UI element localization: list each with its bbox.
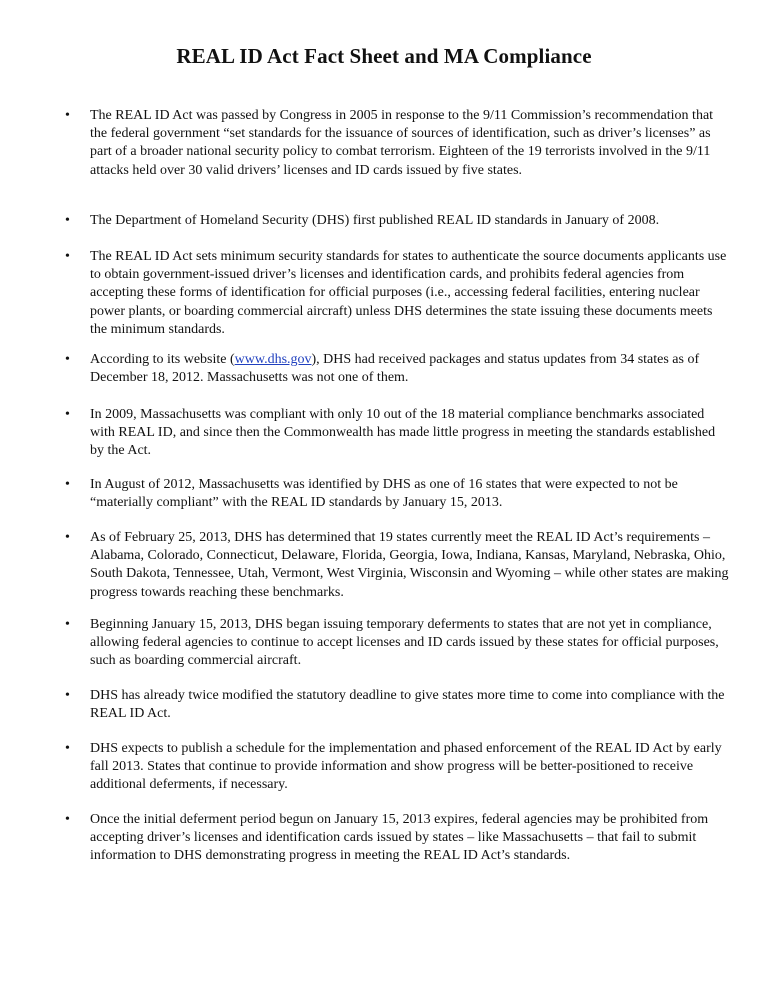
bullet-text: DHS has already twice modified the statutory deadline to give states more time to come into compliance with the REAL ID Act. xyxy=(90,688,725,722)
bullet-dot-icon: • xyxy=(65,741,70,756)
bullet-dot-icon: • xyxy=(65,352,70,367)
bullet-text: As of February 25, 2013, DHS has determined that 19 states currently meet the REAL ID Act’s requirements – Alabama, Colorado, Connecticut, Delaware, Florida, Georgia, Iowa, Indiana, Kansas, Maryland, Nebraska, Ohio, South Dakota, Tennessee, Utah, Vermont, West Virginia, Wisconsin and Wyoming – while other states are making progress towards reaching these benchmarks. xyxy=(90,530,729,600)
page-title: REAL ID Act Fact Sheet and MA Compliance xyxy=(176,44,592,68)
bullet-text: Once the initial deferment period begun on January 15, 2013 expires, federal agencies may be prohibited from accepting driver’s licenses and identification cards issued by states – like Massachusetts – that fail to submit information to DHS demonstrating progress in meeting the REAL ID Act’s standards. xyxy=(90,812,709,864)
bullet-dot-icon: • xyxy=(65,249,70,264)
bullet-dot-icon: • xyxy=(65,688,70,703)
bullet-dot-icon: • xyxy=(65,213,70,228)
dhs-website-link[interactable]: www.dhs.gov xyxy=(234,352,312,367)
bullet-dot-icon: • xyxy=(65,407,70,422)
bullet-dot-icon: • xyxy=(65,617,70,632)
bullet-text: In August of 2012, Massachusetts was identified by DHS as one of 16 states that were expected to not be “materially compliant” with the REAL ID standards by January 15, 2013. xyxy=(90,477,678,511)
bullet-text-after-link: ), DHS had received packages and status updates from 34 states as of December 18, 2012. Massachusetts was not one of them. xyxy=(90,352,700,386)
bullet-text: In 2009, Massachusetts was compliant with only 10 out of the 18 material compliance benchmarks associated with REAL ID, and since then the Commonwealth has made little progress in meeting the standards established by the Act. xyxy=(90,407,716,459)
bullet-text-before-link: According to its website ( xyxy=(90,352,235,367)
bullet-dot-icon: • xyxy=(65,530,70,545)
bullet-dot-icon: • xyxy=(65,812,70,827)
bullet-text: The REAL ID Act was passed by Congress in 2005 in response to the 9/11 Commission’s recommendation that the federal government “set standards for the issuance of sources of identification, such as driver’s licenses” as part of a broader national security policy to combat terrorism. Eighteen of the 19 terrorists involved in the 9/11 attacks held over 30 valid drivers’ licenses and ID cards issued by five states. xyxy=(90,108,714,178)
bullet-text: The Department of Homeland Security (DHS) first published REAL ID standards in January of 2008. xyxy=(90,213,660,228)
bullet-text: DHS expects to publish a schedule for the implementation and phased enforcement of the REAL ID Act by early fall 2013. States that continue to provide information and show progress will be better-positioned to receive additional deferments, if necessary. xyxy=(90,741,722,793)
bullet-text: The REAL ID Act sets minimum security standards for states to authenticate the source documents applicants use to obtain government-issued driver’s licenses and identification cards, and prohibits federal agencies from accepting these forms of identification for official purposes (i.e., accessing federal facilities, entering nuclear power plants, or boarding commercial aircraft) unless DHS determines the state issuing these documents meets the minimum standards. xyxy=(90,249,727,337)
bullet-dot-icon: • xyxy=(65,108,70,123)
bullet-dot-icon: • xyxy=(65,477,70,492)
bullet-text xyxy=(90,351,730,387)
bullet-text: Beginning January 15, 2013, DHS began issuing temporary deferments to states that are not yet in compliance, allowing federal agencies to continue to accept licenses and ID cards issued by these states for official purposes, such as boarding commercial aircraft. xyxy=(90,617,719,669)
